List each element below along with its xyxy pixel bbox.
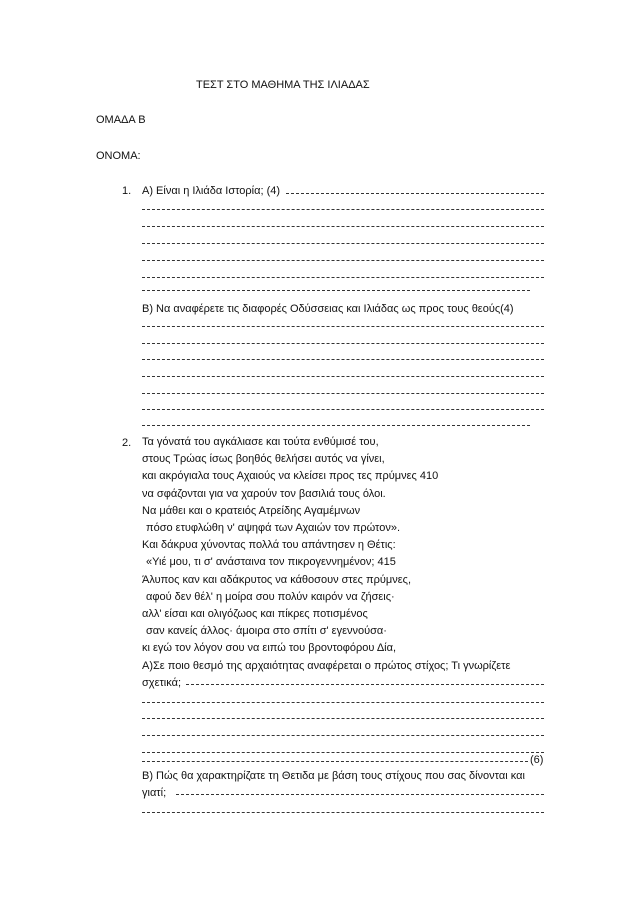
poem-line: Και δάκρυα χύνοντας πολλά του απάντησεν η Θέτις: [142,539,396,552]
poem-line: πόσο ετυφλώθη ν' αψηφά των Αχαιών τον πρώτον». [146,522,401,535]
question-2a-points: (6) [530,754,544,766]
question-2-number: 2. [122,437,132,449]
answer-line [142,260,544,261]
answer-line [142,226,544,227]
question-1a-text: Α) Είναι η Ιλιάδα Ιστορία; (4) [142,185,281,197]
answer-line [142,718,544,719]
answer-line [142,243,544,244]
answer-line [142,409,544,410]
question-2a-text: Α)Σε ποιο θεσμό της αρχαιότητας αναφέρεται ο πρώτος στίχος; Τι γνωρίζετε [142,660,511,672]
poem-line: στους Τρώας ίσως βοηθός θελήσει αυτός να γίνει, [142,453,385,466]
answer-line [142,376,544,377]
answer-line [142,277,544,278]
question-2b-text: Β) Πώς θα χαρακτηρίζατε τη Θετιδα με βάση τους στίχους που σας δίνονται και [142,770,525,782]
question-2a-text-cont: σχετικά; [142,677,182,689]
poem-line: και ακρόγιαλα τους Αχαιούς να κλείσει προς τες πρύμνες 410 [142,470,439,483]
answer-line [142,761,528,762]
group-label: ΟΜΑΔΑ Β [96,114,146,126]
answer-line [186,684,544,685]
answer-line [142,425,530,426]
poem-line: να σφάζονται για να χαρούν τον βασιλιά τους όλοι. [142,487,386,500]
poem-line: «Υιέ μου, τι σ' ανάσταινα τον πικρογεννημένον; 415 [146,556,396,569]
poem-line: αλλ' είσαι και ολιγόζωος και πίκρες ποτισμένος [142,608,368,621]
poem-line: Να μάθει και ο κρατειός Ατρείδης Αγαμέμνων [142,504,361,517]
answer-line [142,812,544,813]
answer-line [142,752,544,753]
answer-line [142,209,544,210]
answer-line [142,735,544,736]
answer-line [142,290,530,291]
answer-line [142,359,544,360]
name-label: ΟΝΟΜΑ: [96,150,141,162]
page-title: ΤΕΣΤ ΣΤΟ ΜΑΘΗΜΑ ΤΗΣ ΙΛΙΑΔΑΣ [196,79,370,91]
poem-line: αφού δεν θέλ' η μοίρα σου πολύν καιρόν να ζήσεις· [146,590,395,603]
question-1-number: 1. [122,185,132,197]
question-1b-text: Β) Να αναφέρετε τις διαφορές Οδύσσειας και Ιλιάδας ως προς τους θεούς(4) [142,303,514,315]
answer-line [176,794,544,795]
poem-line: σαν κανείς άλλος· άμοιρα στο σπίτι σ' εγεννούσα· [146,625,387,638]
answer-line [286,193,544,194]
poem-line: κι εγώ τον λόγον σου να ειπώ του βροντοφόρου Δία, [142,642,397,655]
poem-excerpt [142,434,546,658]
poem-line: Άλυπος καν και αδάκρυτος να κάθοσουν στες πρύμνες, [142,573,412,586]
answer-line [142,393,544,394]
question-2b-text-cont: γιατί; [142,787,167,799]
answer-line [142,326,544,327]
poem-line: Τα γόνατά του αγκάλιασε και τούτα ενθύμισέ του, [142,436,379,448]
answer-line [142,702,544,703]
answer-line [142,343,544,344]
